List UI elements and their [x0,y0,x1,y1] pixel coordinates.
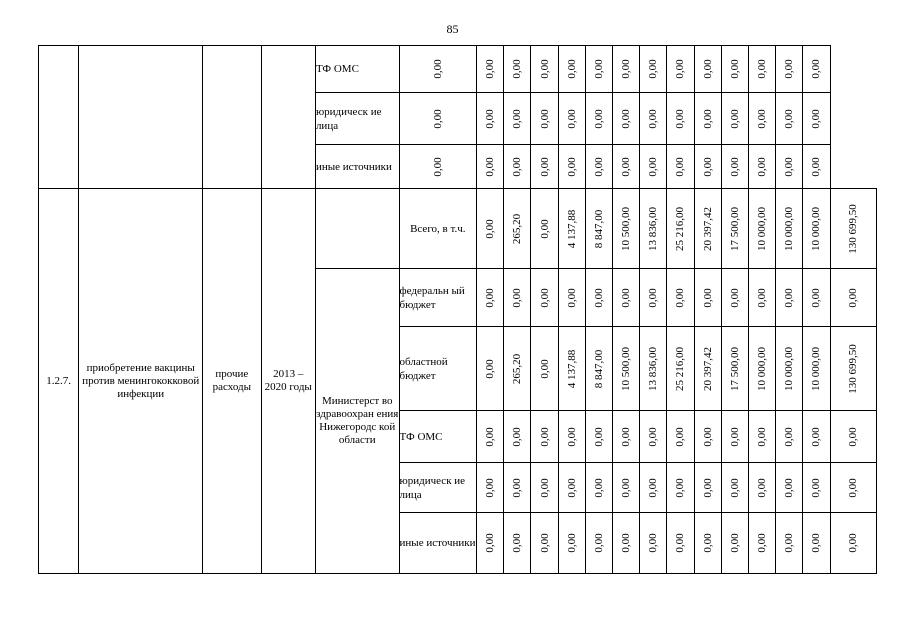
value-text: 0,00 [538,218,551,239]
table-row [39,46,877,93]
value-text: 0,00 [756,477,769,498]
value-cell [830,269,876,327]
value-cell [585,411,612,463]
value-text: 0,00 [810,426,823,447]
value-text: 0,00 [620,426,633,447]
value-cell [558,145,585,189]
value-cell [803,513,830,574]
value-text: 0,00 [511,477,524,498]
value-cell [504,269,531,327]
funding-source-label: юридическ ие лица [315,93,399,145]
value-text: 0,00 [431,156,444,177]
value-text: 0,00 [538,426,551,447]
value-text: 0,00 [647,287,660,308]
value-cell [399,93,477,145]
value-text: 0,00 [484,156,497,177]
value-text: 0,00 [847,426,860,447]
value-text: 0,00 [484,59,497,79]
value-cell [585,145,612,189]
value-text: 0,00 [565,156,578,177]
value-text: 0,00 [810,59,823,79]
value-text: 265,20 [511,213,524,244]
value-cell [667,411,694,463]
value-cell [613,269,640,327]
value-cell [694,269,721,327]
value-cell [399,46,477,93]
expense-type: прочие расходы [203,189,261,574]
value-text: 0,00 [783,108,796,129]
value-text: 13 836,00 [647,206,660,251]
value-text: 130 699,50 [847,343,860,394]
value-cell [667,46,694,93]
value-cell [667,93,694,145]
value-cell [803,463,830,513]
value-text: 0,00 [484,358,497,379]
value-cell [830,189,876,269]
value-text: 0,00 [592,533,605,553]
value-cell [613,327,640,411]
value-text: 0,00 [847,533,860,553]
value-text: 0,00 [756,156,769,177]
value-text: 0,00 [674,59,687,79]
value-text: 0,00 [592,477,605,498]
value-text: 0,00 [783,533,796,553]
empty-cell [79,46,203,189]
value-cell [504,513,531,574]
value-cell [477,463,504,513]
value-cell [830,463,876,513]
funding-source-label: иные источники [399,513,477,574]
value-cell [776,269,803,327]
value-cell [477,93,504,145]
value-cell [585,463,612,513]
value-text: 0,00 [620,533,633,553]
value-cell [477,189,504,269]
value-text: 0,00 [620,477,633,498]
value-cell [640,269,667,327]
value-cell [694,46,721,93]
value-text: 10 000,00 [756,346,769,391]
value-cell [531,411,558,463]
value-text: 0,00 [511,108,524,129]
value-cell [585,93,612,145]
value-text: 0,00 [511,426,524,447]
value-cell [748,93,775,145]
value-cell [830,513,876,574]
value-text: 0,00 [592,156,605,177]
value-text: 0,00 [728,59,741,79]
empty-cell [315,189,399,269]
value-cell [531,327,558,411]
value-text: 0,00 [538,287,551,308]
funding-source-label: юридическ ие лица [399,463,477,513]
value-text: 0,00 [538,358,551,379]
value-text: 20 397,42 [701,206,714,251]
value-text: 0,00 [674,287,687,308]
value-cell [613,411,640,463]
value-text: 0,00 [511,156,524,177]
value-cell [640,46,667,93]
value-text: 0,00 [847,477,860,498]
value-cell [477,269,504,327]
value-text: 0,00 [484,533,497,553]
value-cell [558,513,585,574]
value-cell [694,189,721,269]
value-cell [504,93,531,145]
value-text: 0,00 [756,108,769,129]
value-text: 20 397,42 [701,346,714,391]
value-cell [776,411,803,463]
value-cell [721,145,748,189]
value-text: 25 216,00 [674,346,687,391]
value-text: 0,00 [701,156,714,177]
value-cell [803,327,830,411]
value-text: 0,00 [810,287,823,308]
value-cell [477,327,504,411]
value-cell [504,463,531,513]
value-cell [721,93,748,145]
value-cell [640,145,667,189]
value-cell [531,93,558,145]
value-text: 0,00 [783,287,796,308]
value-cell [613,46,640,93]
value-cell [558,463,585,513]
value-cell [504,46,531,93]
value-text: 0,00 [565,108,578,129]
value-text: 0,00 [783,156,796,177]
value-text: 0,00 [620,59,633,79]
value-text: 0,00 [728,287,741,308]
value-cell [776,463,803,513]
value-text: 13 836,00 [647,346,660,391]
value-text: 8 847,00 [592,209,605,248]
value-cell [640,189,667,269]
value-text: 0,00 [701,426,714,447]
value-text: 0,00 [592,59,605,79]
value-cell [803,46,830,93]
page-number: 85 [446,22,459,36]
value-cell [694,93,721,145]
value-text: 10 000,00 [783,346,796,391]
value-cell [399,145,477,189]
value-cell [776,145,803,189]
value-cell [803,93,830,145]
value-cell [776,93,803,145]
value-cell [694,463,721,513]
value-text: 0,00 [728,426,741,447]
value-text: 0,00 [538,477,551,498]
value-text: 0,00 [756,59,769,79]
value-cell [776,189,803,269]
value-text: 0,00 [810,108,823,129]
value-text: 0,00 [647,156,660,177]
value-text: 0,00 [810,477,823,498]
value-cell [748,46,775,93]
value-cell [721,327,748,411]
value-text: 0,00 [538,59,551,79]
value-cell [477,513,504,574]
value-text: 0,00 [674,477,687,498]
value-cell [585,269,612,327]
value-cell [776,327,803,411]
value-text: 0,00 [728,156,741,177]
value-text: 0,00 [701,533,714,553]
value-text: 0,00 [647,477,660,498]
value-cell [667,463,694,513]
value-cell [721,46,748,93]
value-text: 0,00 [756,426,769,447]
table-row [39,189,877,269]
value-cell [613,463,640,513]
value-text: 0,00 [565,287,578,308]
value-cell [504,145,531,189]
value-text: 0,00 [538,156,551,177]
value-cell [613,93,640,145]
value-cell [803,189,830,269]
value-text: 0,00 [647,533,660,553]
value-cell [504,411,531,463]
value-cell [585,327,612,411]
value-cell [613,145,640,189]
value-text: 17 500,00 [728,206,741,251]
value-cell [721,411,748,463]
value-cell [721,463,748,513]
value-cell [531,269,558,327]
value-text: 0,00 [538,533,551,553]
value-text: 0,00 [565,59,578,79]
value-cell [585,189,612,269]
value-text: 0,00 [674,533,687,553]
funding-source-label: Всего, в т.ч. [399,189,477,269]
value-text: 0,00 [620,156,633,177]
value-cell [667,189,694,269]
value-cell [803,411,830,463]
value-text: 0,00 [756,533,769,553]
funding-source-label: федеральн ый бюджет [399,269,477,327]
value-text: 0,00 [756,287,769,308]
value-text: 0,00 [484,287,497,308]
value-text: 0,00 [592,426,605,447]
value-cell [477,145,504,189]
value-text: 0,00 [847,287,860,308]
value-cell [803,269,830,327]
funding-source-label: областной бюджет [399,327,477,411]
funding-source-label: ТФ ОМС [399,411,477,463]
value-cell [477,46,504,93]
value-cell [667,513,694,574]
value-text: 0,00 [674,108,687,129]
value-text: 0,00 [565,426,578,447]
value-cell [613,513,640,574]
value-cell [558,189,585,269]
value-cell [748,269,775,327]
value-cell [748,463,775,513]
value-cell [748,513,775,574]
item-name: приобретение вакцины против менингококковой инфекции [79,189,203,574]
value-text: 0,00 [565,533,578,553]
value-cell [558,411,585,463]
value-cell [694,513,721,574]
value-text: 0,00 [431,59,444,79]
value-text: 130 699,50 [847,203,860,254]
value-cell [803,145,830,189]
value-cell [830,327,876,411]
value-text: 0,00 [592,108,605,129]
value-cell [694,411,721,463]
value-cell [640,327,667,411]
value-text: 10 000,00 [783,206,796,251]
value-cell [531,513,558,574]
value-cell [504,189,531,269]
value-cell [748,145,775,189]
value-text: 10 000,00 [810,346,823,391]
value-cell [640,513,667,574]
value-cell [558,93,585,145]
value-cell [667,327,694,411]
value-cell [504,327,531,411]
value-text: 0,00 [511,533,524,553]
value-text: 0,00 [565,477,578,498]
value-text: 0,00 [674,426,687,447]
value-text: 17 500,00 [728,346,741,391]
value-cell [640,93,667,145]
value-text: 0,00 [728,477,741,498]
budget-table [38,45,877,574]
value-cell [748,327,775,411]
value-cell [585,513,612,574]
value-text: 0,00 [674,156,687,177]
value-cell [667,145,694,189]
value-cell [694,327,721,411]
value-text: 4 137,88 [565,209,578,248]
value-text: 0,00 [431,108,444,129]
empty-cell [39,46,79,189]
value-text: 0,00 [484,426,497,447]
value-cell [830,411,876,463]
executor: Министерст во здравоохран ения Нижегородс кой области [315,269,399,574]
value-text: 0,00 [484,108,497,129]
funding-source-label: иные источники [315,145,399,189]
value-text: 10 000,00 [810,206,823,251]
value-cell [640,463,667,513]
value-cell [585,46,612,93]
period: 2013 – 2020 годы [261,189,315,574]
value-cell [531,145,558,189]
value-text: 10 000,00 [756,206,769,251]
value-cell [531,46,558,93]
value-text: 25 216,00 [674,206,687,251]
value-text: 0,00 [728,108,741,129]
empty-cell [261,46,315,189]
value-text: 10 500,00 [620,346,633,391]
value-text: 8 847,00 [592,349,605,388]
value-text: 0,00 [647,426,660,447]
value-text: 0,00 [783,477,796,498]
value-text: 0,00 [620,287,633,308]
value-text: 0,00 [810,156,823,177]
value-cell [558,269,585,327]
value-text: 10 500,00 [620,206,633,251]
value-cell [558,46,585,93]
funding-source-label: ТФ ОМС [315,46,399,93]
value-cell [694,145,721,189]
value-cell [558,327,585,411]
value-cell [667,269,694,327]
empty-cell [203,46,261,189]
value-text: 0,00 [701,59,714,79]
value-text: 0,00 [647,108,660,129]
value-text: 0,00 [647,59,660,79]
value-cell [721,513,748,574]
value-text: 0,00 [484,477,497,498]
value-cell [776,513,803,574]
value-cell [640,411,667,463]
value-cell [776,46,803,93]
value-text: 0,00 [620,108,633,129]
value-text: 0,00 [701,108,714,129]
value-text: 0,00 [538,108,551,129]
value-text: 0,00 [511,287,524,308]
value-text: 0,00 [592,287,605,308]
value-text: 0,00 [511,59,524,79]
value-text: 0,00 [783,426,796,447]
value-text: 4 137,88 [565,349,578,388]
value-cell [613,189,640,269]
value-text: 0,00 [701,477,714,498]
value-cell [477,411,504,463]
value-cell [531,189,558,269]
item-number: 1.2.7. [39,189,79,574]
value-cell [721,269,748,327]
value-cell [721,189,748,269]
value-text: 265,20 [511,353,524,384]
value-text: 0,00 [810,533,823,553]
value-cell [748,189,775,269]
value-text: 0,00 [783,59,796,79]
value-text: 0,00 [484,218,497,239]
value-text: 0,00 [728,533,741,553]
value-cell [748,411,775,463]
value-cell [531,463,558,513]
value-text: 0,00 [701,287,714,308]
